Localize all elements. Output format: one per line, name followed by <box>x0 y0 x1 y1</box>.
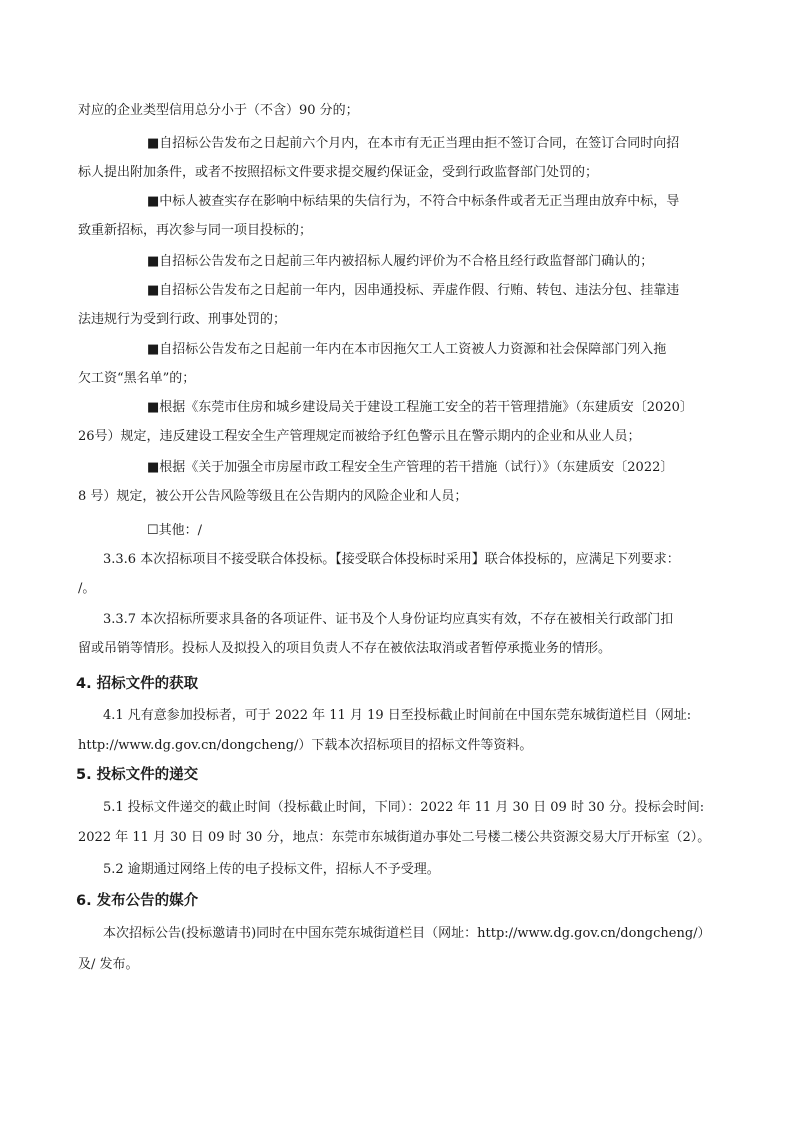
text-line: http://www.dg.gov.cn/dongcheng/）下载本次招标项目的招标文件等资料。 <box>78 738 533 753</box>
text-line: 及/ 发布。 <box>78 957 139 972</box>
text-line: ■自招标公告发布之日起前一年内在本市因拖欠工人工资被人力资源和社会保障部门列入拖 <box>147 342 667 357</box>
section-heading: 4. 招标文件的获取 <box>76 676 199 692</box>
text-line: 5.2 逾期通过网络上传的电子投标文件，招标人不予受理。 <box>103 862 440 877</box>
text-line: 对应的企业类型信用总分小于（不含）90 分的； <box>78 103 359 118</box>
text-line: ■自招标公告发布之日起前六个月内，在本市有无正当理由拒不签订合同，在签订合同时向招 <box>147 136 680 151</box>
text-line: 26号）规定，违反建设工程安全生产管理规定而被给予红色警示且在警示期内的企业和从业人员； <box>78 429 641 444</box>
section-heading: 5. 投标文件的递交 <box>76 767 199 783</box>
text-line: 法违规行为受到行政、刑事处罚的； <box>78 312 287 327</box>
text-line: 本次招标公告(投标邀请书)同时在中国东莞东城街道栏目（网址：http://www.dg.gov.cn/dongcheng/） <box>103 926 711 941</box>
text-line: 留或吊销等情形。投标人及拟投入的项目负责人不存在被依法取消或者暂停承揽业务的情形。 <box>78 641 612 656</box>
text-line: ■自招标公告发布之日起前一年内，因串通投标、弄虚作假、行贿、转包、违法分包、挂靠违 <box>147 283 680 298</box>
text-line: 5.1 投标文件递交的截止时间（投标截止时间，下同）：2022 年 11 月 30 日 09 时 30 分。投标会时间: <box>103 800 705 815</box>
text-line: 欠工资“黑名单”的； <box>78 371 196 386</box>
text-line: 标人提出附加条件，或者不按照招标文件要求提交履约保证金，受到行政监督部门处罚的； <box>78 165 599 180</box>
text-line: /。 <box>78 581 96 596</box>
text-line: 致重新招标，再次参与同一项目投标的； <box>78 223 313 238</box>
text-line: ■中标人被查实存在影响中标结果的失信行为，不符合中标条件或者无正当理由放弃中标，导 <box>147 194 680 209</box>
text-line: 8 号）规定，被公开公告风险等级且在公告期内的风险企业和人员； <box>78 489 468 504</box>
text-line: ☐其他：/ <box>147 523 203 538</box>
section-heading: 6. 发布公告的媒介 <box>76 893 199 909</box>
text-line: ■根据《关于加强全市房屋市政工程安全生产管理的若干措施（试行）》（东建质安〔2022〕 <box>147 460 674 475</box>
text-line: 2022 年 11 月 30 日 09 时 30 分，地点：东莞市东城街道办事处二号楼二楼公共资源交易大厅开标室（2）。 <box>78 830 711 845</box>
text-line: 4.1 凡有意参加投标者，可于 2022 年 11 月 19 日至投标截止时间前在中国东莞东城街道栏目（网址: <box>103 708 692 723</box>
text-line: ■根据《东莞市住房和城乡建设局关于建设工程施工安全的若干管理措施》（东建质安〔2020〕 <box>147 400 693 415</box>
text-line: 3.3.6 本次招标项目不接受联合体投标。【接受联合体投标时采用】联合体投标的，应满足下列要求： <box>103 552 680 567</box>
text-line: ■自招标公告发布之日起前三年内被招标人履约评价为不合格且经行政监督部门确认的； <box>147 254 654 269</box>
text-line: 3.3.7 本次招标所要求具备的各项证件、证书及个人身份证均应真实有效，不存在被相关行政部门扣 <box>103 612 674 627</box>
